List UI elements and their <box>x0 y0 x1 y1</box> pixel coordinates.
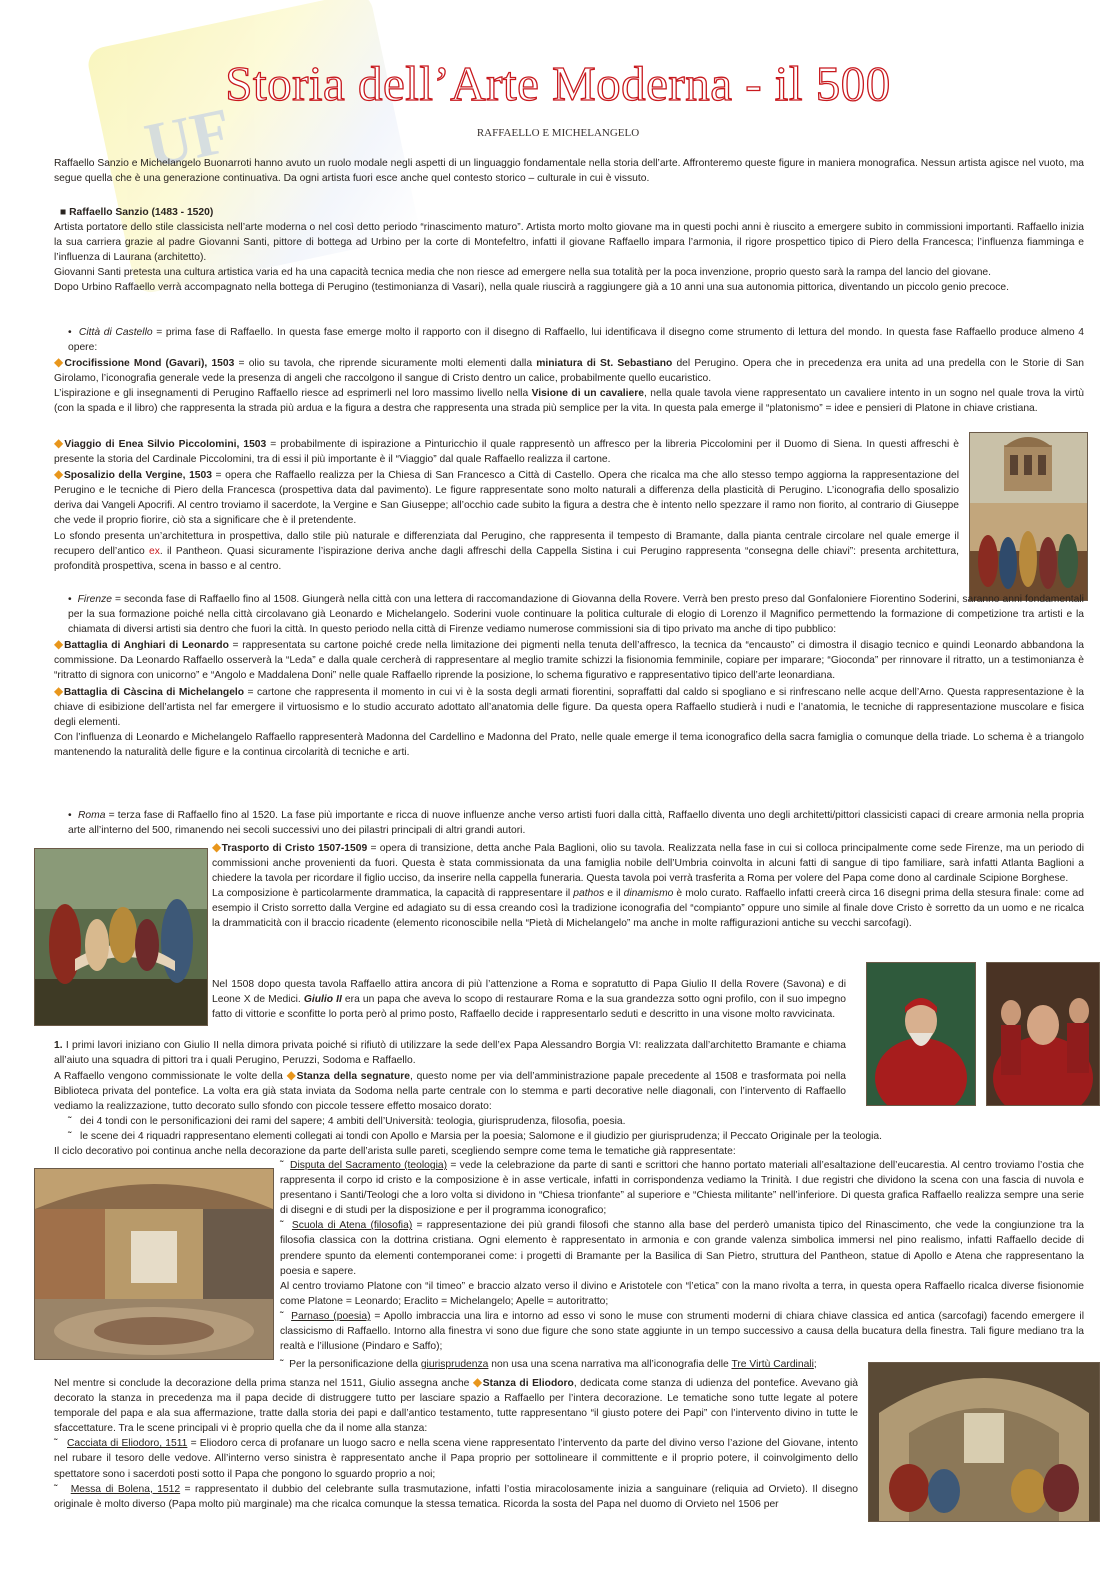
eliodoro-messa: ˜ Messa di Bolena, 1512 = rappresentato il dubbio del celebrante sulla trasmutazione, infatti l’ostia miracolosamente inizia a sanguinare (reliquia ad Orvieto). Il disegno originale è molto diverso (Papa molto più marginale) ma che ricalca comunque la stessa tematica. Ricorda la sosta del Papa nel duomo di Orvieto nel 1506 per <box>54 1483 858 1510</box>
bullet-icon: • <box>68 810 72 821</box>
castello-sfondo: Lo sfondo presenta un’architettura in prospettiva, dallo stile più naturale e differenziata dal Perugino, che rappresenta il tempesto di Bramante, dalla pianta centrale circolare nel quale emerge il recupero dell’antico ex. il Pantheon. Quasi sicuramente l’ispirazione deriva anche dagli affreschi della Cappella Sistina i cui Perugino rappresenta “consegna delle chiavi”: presenta architettura, profondità prospettiva, scena in basso e al centro. <box>54 530 959 572</box>
parete-atene: ˜ Scuola di Atena (filosofia) = rappresentazione dei più grandi filosofi che stanno alla base del perderò umanista tipico del Rinascimento, che vede la congiunzione tra la filosofia classica con la dottrina cristiana. Ogni elemento è rappresentato in armonia e con grande valenza simbolica immersi nel pino realismo, infatti Raffaello decide di prendere spunto da elementi contemporanei come: i progetti di Bramante per la Basilica di San Pietro, struttura del Pantheon, statue di Apollo e Atena che rappresentano la poesia e sapere. <box>280 1220 1084 1277</box>
roma-giulio <box>212 977 846 1022</box>
raffaello-intro <box>54 205 1084 296</box>
eliodoro-cacciata: ˜ Cacciata di Eliodoro, 1511 = Eliodoro cerca di profanare un luogo sacro e nella scena viene rappresentato l’intervento da parte del divino verso l’azione del Giovane, intento nel rubare il tesoro delle vedove. All’interno verso sinistra è rappresentato anche il Papa proprio per sottolineare il committente e il proprio potere, il coinvolgimento dello spettatore sono i sacerdoti posti sotto il Papa che pongono lo sguardo proprio a noi; <box>54 1438 858 1480</box>
parete-parnaso: ˜ Parnaso (poesia) = Apollo imbraccia una lira e intorno ad esso vi sono le muse con strumenti moderni di chiara chiave classica ed antica (sarcofagi) facendo emergere il classicismo di Raffaello. Intorno alla finestra vi sono due figure che sono state aggiunte in un tempo successivo a causa della bucatura della finestra. Tali figure mediano tra la realtà e l’illusione (Pindaro e Saffo); <box>280 1310 1084 1353</box>
roma-pareti <box>280 1158 1084 1354</box>
roma-section <box>54 808 1084 838</box>
segnatura-ciclo: Il ciclo decorativo poi continua anche nella decorazione da parte dell’arista sulle pareti, scegliendo sempre come tema le tematiche già rappresentate: <box>54 1146 736 1158</box>
roma-eliodoro-intro: Nel mentre si conclude la decorazione della prima stanza nel 1511, Giulio assegna anche ◆Stanza di Eliodoro, dedicata come stanza di udienza del pontefice. Avevano già decorato la stanza in precedenza ma il papa decide di distruggere tutto per lasciare spazio a Raffaello per l’intera decorazione. Le tematiche sono tutte legate al potere temporale del papa e ala sua affermazione, tratte dalla storia dei papi e dall’antico testamento, tutte rappresentano “il giusto potere dei Papi” con l’intervento divino in tutte le sfaccettature. Tra le scene principali vi è proprio quella che da il nome alla stanza: <box>54 1375 858 1435</box>
roma-trasporto <box>212 840 1084 932</box>
page-subtitle: RAFFAELLO E MICHELANGELO <box>476 127 640 139</box>
giulio-portrait <box>866 962 976 1106</box>
stanza-segnatura-photo <box>34 1168 274 1360</box>
castello-intro: • Città di Castello = prima fase di Raffaello. In questa fase emerge molto il rapporto con il disegno di Raffaello, lui identificava il disegno come strumento di lettura del mondo. In questa fase Raffaello produce almeno 4 opere: <box>68 327 1084 354</box>
roma-segnatura-list <box>54 1114 1084 1159</box>
diamond-icon: ◆ <box>54 637 65 652</box>
roma-segnatura-block <box>54 1038 846 1114</box>
diamond-icon: ◆ <box>54 467 64 482</box>
castello-section-2 <box>54 436 959 574</box>
roma-segnatura: A Raffaello vengono commissionate le volte della ◆Stanza della segnature, questo nome per via dell’amministrazione papale precedente al 1508 e trasformata poi nella Biblioteca privata del pontefice. La volta era già stata inviata da Sodoma nella parte centrale con lo stemma e parti decorative nelle diagonali, con l’intervento di Raffaello vediamo la realizzazione, tutto decorato sullo sfondo con piccole tessere effetto mosaico dorato: <box>54 1068 846 1113</box>
diamond-icon: ◆ <box>212 840 222 854</box>
firenze-work-cascina: ◆Battaglia di Càscina di Michelangelo = cartone che rappresenta il momento in cui vi è la sosta degli armati fiorentini, sopraffatti dal caldo si spogliano e si rinfrescano nelle acque dell’Arno. Questa rappresentazione è la chiave di esibizione dell’artista nel far emergere il virtuosismo e lo studio accurato adottato all’anatomia delle figure. Da questa opera Raffaello studierà i nudi e l’anatomia, le tecniche di rappresentazione muscolare e fisica degli elementi. <box>54 683 1084 728</box>
castello-work-sposalizio: ◆Sposalizio della Vergine, 1503 = opera che Raffaello realizza per la Chiesa di San Francesco a Città di Castello. Opera che ricalca ma che allo stesso tempo aggiorna la rappresentazione del Perugino e le tecniche di Piero della Francesca (prospettiva data dal pavimento). Le figure rappresentate sono molto naturali a differenza della plasticità di Perugino. L’iconografia dello sposalizio deriva dai Vangeli Apocrifi. Al centro troviamo il sacerdote, la Vergine e San Giuseppe; all’occhio cade subito la figura a destra che è intento nello spezzare il ramo non fiorito, al contrario di Giuseppe che vede il proprio fiorire, ciò sta a significare che è il pretendente. <box>54 467 960 527</box>
firenze-intro: • Firenze = seconda fase di Raffaello fino al 1508. Giungerà nella città con una lettera di raccomandazione di Giovanna della Rovere. Verrà ben presto preso dal Gonfaloniere Fiorentino Soderini, saranno anni fondamentali per la sua formazione poiché nella città circolavano già Leonardo e Michelangelo. Soderini vuole continuare la politica culturale di elogio di Lorenzo il Magnifico permettendo la formazione di competizione tra artisti e la chiamata di diversi artisti sia dentro che fuori la città. In questo periodo nella città di Firenze vediamo numerose commissioni sia di tipo privato ma anche di tipo pubblico: <box>68 594 1084 636</box>
castello-visione: L’ispirazione e gli insegnamenti di Perugino Raffaello riesce ad esprimerli nel loro massimo livello nella Visione di un cavaliere, nella quale tavola viene rappresentato un cavaliere intento in un sogno nel quale trova la virtù (con la spada e il libro) che rappresenta la strada più ardua e la figura a destra che rappresenta una strada più semplice per la vita. In questa pala emerge il “platonismo” = idee e pensieri di Platone in chiave cristiana. <box>54 388 1084 415</box>
watermark-logo: UF <box>85 0 421 295</box>
segnatura-list-item: ˜ le scene dei 4 riquadri rappresentano elementi collegati ai tondi con Apollo e Marsia per la poesia; Salomone e il giudizio per giurisprudenza; il Peccato Originale per la teologia. <box>68 1131 882 1143</box>
raffaello-para-2: Giovanni Santi pretesta una cultura artistica varia ed ha una capacità tecnica media che non riesce ad emergere nella sua totalità per la poca invenzione, proprio questo sarà la rampa del lancio del giovane. <box>54 267 992 279</box>
castello-work-viaggio: ◆Viaggio di Enea Silvio Piccolomini, 1503 = probabilmente di ispirazione a Pinturicchio il quale rappresentò un affresco per la libreria Piccolomini per il Duomo di Siena. In questi affreschi è presente la storia del Cardinale Piccolomini, tra di essi il più importante è il “Viaggio” dal quale Raffaello realizza il cartone. <box>54 436 959 466</box>
castello-section <box>54 325 1084 417</box>
diamond-icon: ◆ <box>54 436 65 450</box>
diamond-icon: ◆ <box>54 355 65 370</box>
roma-intro: • Roma = terza fase di Raffaello fino al 1520. La fase più importante e ricca di nuove influenze anche verso artisti fuori dalla città, Raffaello diventa uno degli architetti/pittori classicisti capaci di creare armonia nella propria arte all’interno del 500, rimanendo nei secoli successivi uno dei pilastri principali di altri grandi autori. <box>68 810 1084 837</box>
firenze-section <box>54 592 1084 760</box>
section-heading: ■ Raffaello Sanzio (1483 - 1520) <box>60 207 214 218</box>
roma-eliodoro <box>54 1375 858 1512</box>
diamond-icon: ◆ <box>54 683 64 698</box>
roma-work-trasporto: ◆Trasporto di Cristo 1507-1509 = opera di transizione, detta anche Pala Baglioni, olio su tavola. Realizzata nella fase in cui si colloca principalmente come sede Firenze, ma un periodo di commissioni anche provenienti da fuori. Questa è stata commissionata da una famiglia nobile dell’Umbria coinvolta in alcuni fatti di sangue di tipo familiare, sarà infatti Atlanta Baglioni a chiedere la tavola per ricordare il figlio ucciso, da inserire nella cappella funeraria. Questa tavola poi verrà trasferita a Roma per volere del Papa come dono al cardinale Scipione Borghese. <box>212 840 1085 885</box>
page-title: Storia dell’Arte Moderna - il 500 <box>225 56 891 111</box>
bullet-icon: • <box>68 594 72 605</box>
trasporto-painting <box>34 848 208 1026</box>
bullet-icon: • <box>68 327 72 338</box>
leone-portrait <box>986 962 1100 1106</box>
diamond-icon: ◆ <box>472 1375 483 1389</box>
parete-giurisprudenza: ˜ Per la personificazione della giurisprudenza non usa una scena narrativa ma all’iconografia delle Tre Virtù Cardinali; <box>280 1359 817 1370</box>
intro-paragraph <box>54 156 1084 186</box>
parete-atene-2: Al centro troviamo Platone con “il timeo” e braccio alzato verso il divino e Aristotele con “l’etica” con la mano rivolta a terra, in questa opera Raffaello ricalca diverse fisionomie come Platone = Leonardo; Eraclito = Michelangelo; Apelle = autoritratto; <box>280 1280 1084 1307</box>
firenze-work-anghiari: ◆Battaglia di Anghiari di Leonardo = rappresentata su cartone poiché crede nella limitazione dei pigmenti nella tenuta dell’affresco, la tecnica da “encausto” ci dimostra il disagio tecnico e quindi Leonardo abbandona la commissione. Da Leonardo Raffaello osserverà la “Leda” e dalla quale cercherà di rappresentare al meglio tramite schizzi la fisionomia femminile, copiare per imparare; “Gioconda” per rinnovare il ritratto, un a testimonianza è “ritratto di signora con unicorno” e “Angolo e Maddalena Doni” nelle quale Raffaello riprende la posizione, lo schema figurativo e rappresentativo tipico dell’arte leonardiana. <box>54 637 1084 682</box>
firenze-outro: Con l’influenza di Leonardo e Michelangelo Raffaello rappresenterà Madonna del Cardellino e Madonna del Prato, nelle quale emerge il tema iconografico della sacra famiglia o comunque della triade. Lo schema è a triangolo mantenendo la naturalità delle figure e la continua circolarità di tecniche e arti. <box>54 731 1084 758</box>
roma-composizione: La composizione è particolarmente drammatica, la capacità di rappresentare il pathos e il dinamismo è molo curato. Raffaello infatti creerà circa 16 disegni prima della stesura finale: come ad esempio il Cristo sorretto dalla Vergine ed adagiato su di essa creando così la tradizione iconografia del “compianto” oppure uno simile al finale dove Cristo è sorretto da un uomo e ne ricalca la drammaticità con il braccio ricadente (elemento riconoscibile nella “Pietà di Michelangelo” ma anche in molte raffigurazioni antiche su vecchi sarcofagi). <box>212 888 1084 930</box>
roma-giulio-text: Nel 1508 dopo questa tavola Raffaello attira ancora di più l’attenzione a Roma e sopratutto di Papa Giulio II della Rovere (Savona) e di Leone X de Medici. Giulio II era un papa che aveva lo scopo di restaurare Roma e la sua grandezza sotto ogni profilo, con il suo impegno fatto di vittorie e sconfitte lo porta però al primo posto, Raffaello decide i rappresentarlo seduti e descritto in una visone molto ravvicinata. <box>212 979 846 1021</box>
roma-giurisprudenza <box>280 1357 860 1372</box>
roma-item-1: 1. I primi lavori iniziano con Giulio II nella dimora privata poiché si rifiutò di utilizzare la sede dell’ex Papa Alessandro Borgia VI: realizzata dall’architetto Bramante e chiama all’aiuto una squadra di pittori tra i quali Perugino, Peruzzi, Sodoma e Raffaello. <box>54 1040 846 1067</box>
diamond-icon: ◆ <box>286 1068 297 1083</box>
parete-disputa: ˜ Disputa del Sacramento (teologia) = vede la celebrazione da parte di santi e scrittori che hanno portato materiali all’esaltazione dell’eucarestia. Al centro troviamo l’ostia che rappresenta il corpo id cristo e la composizione è in asse verticale, infatti in corrispondenza vediamo la Trinità. I due registri che dividono la scena con una fascia di nuvola e presentano i Santi/Teologi che a loro volta si dividono in “Chiesa trionfante” al superiore e “Chiesta militante” nell’inferiore. Di questa grafica Raffaello realizza sempre una serie di disegni e di studi per la disposizione e per il programma iconografico; <box>280 1160 1084 1217</box>
eliodoro-fresco <box>868 1362 1100 1522</box>
raffaello-para-3: Dopo Urbino Raffaello verrà accompagnato nella bottega di Perugino (testimonianza di Vasari), nella quale riuscirà a raggiungere già a 10 anni una sua autonomia pittorica, diventando un piccolo genio precoce. <box>54 282 1009 294</box>
intro-text: Raffaello Sanzio e Michelangelo Buonarroti hanno avuto un ruolo modale negli aspetti di un linguaggio fondamentale nella storia dell’arte. Affronteremo queste figure in maniera monografica. Nessun artista agisce nel vuoto, ma segue quella che è una generazione continuativa. Da ogni artista fuori esce anche quel contesto storico – culturale in cui è vissuto. <box>54 158 1084 185</box>
raffaello-para-1: Artista portatore dello stile classicista nell’arte moderna o nel così detto periodo “rinascimento maturo”. Artista morto molto giovane ma in questi pochi anni è riuscito a emergere subito in commissioni importanti. Raffaello inizia la sua carriera grazie al padre Giovanni Santi, pittore di bottega ad Urbino per la corte di Montefeltro, infatti il giovane Raffaello impara l’armonia, il rigore prospettico tipico di Piero della Francesca; l’influenza fiamminga e l’influenza di Laurana (architetto). <box>54 222 1084 264</box>
castello-work-crocifissione: ◆Crocifissione Mond (Gavari), 1503 = olio su tavola, che riprende sicuramente molti elementi dalla miniatura di St. Sebastiano del Perugino. Opera che in precedenza era unita ad una predella con le Storie di San Girolamo, l’iconografia generale vede la presenza di angeli che raccolgono il sangue di Cristo dentro un calice, probabilmente quello eucaristico. <box>54 355 1084 385</box>
sposalizio-painting <box>969 432 1088 601</box>
segnatura-list-item: ˜ dei 4 tondi con le personificazioni dei rami del sapere; 4 ambiti dell’Università: teologia, giurisprudenza, filosofia, poesia. <box>68 1116 626 1127</box>
